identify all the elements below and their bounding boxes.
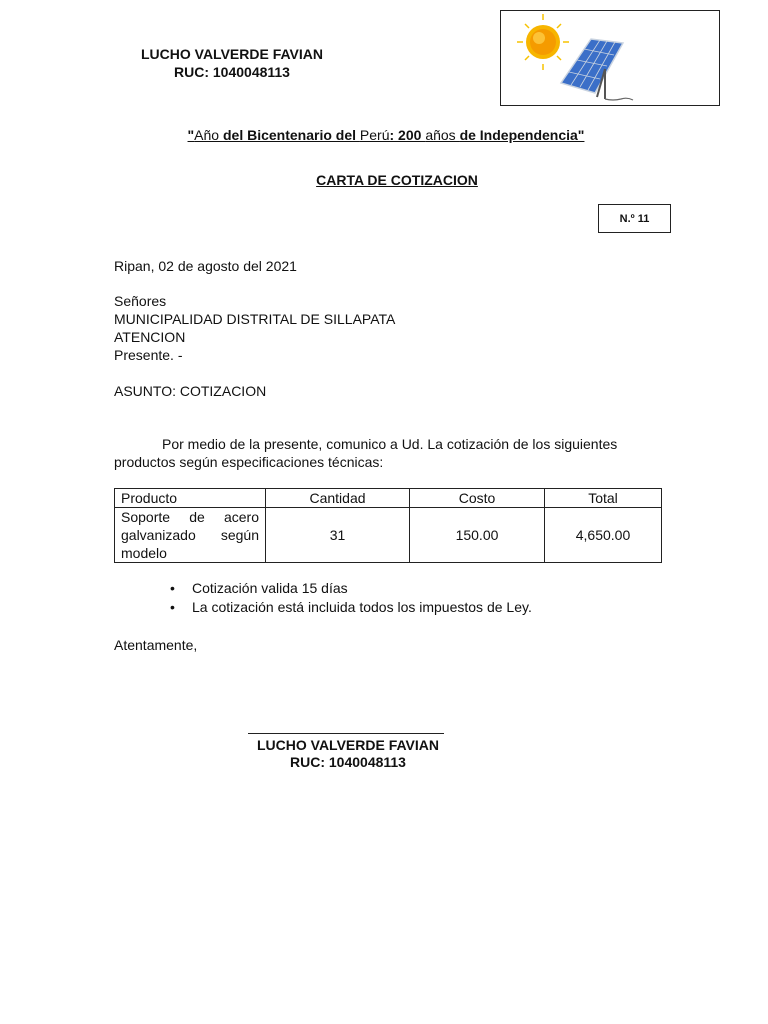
motto-part: Año bbox=[194, 127, 223, 143]
recipient-organization: MUNICIPALIDAD DISTRITAL DE SILLAPATA bbox=[114, 311, 396, 327]
recipient-presente: Presente. - bbox=[114, 347, 183, 363]
list-item bbox=[170, 579, 532, 598]
intro-paragraph bbox=[114, 435, 662, 471]
cell-cantidad: 31 bbox=[266, 508, 410, 563]
document-number: N.º 11 bbox=[598, 204, 671, 233]
list-item bbox=[170, 598, 532, 617]
bullet-icon: • bbox=[170, 599, 175, 615]
motto-part: de Independencia" bbox=[459, 127, 585, 143]
table-header-row bbox=[115, 489, 662, 508]
motto-part: : 200 bbox=[389, 127, 426, 143]
solar-logo bbox=[501, 11, 719, 105]
cell-costo: 150.00 bbox=[410, 508, 545, 563]
signature-line bbox=[248, 733, 444, 734]
header-costo: Costo bbox=[410, 489, 545, 508]
signature-ruc: RUC: 1040048113 bbox=[290, 754, 406, 770]
quotation-table bbox=[114, 488, 662, 563]
note-text: Cotización valida 15 días bbox=[192, 580, 348, 596]
cell-producto: Soporte de acero galvanizado según modelo bbox=[115, 508, 266, 563]
sender-name: LUCHO VALVERDE FAVIAN bbox=[140, 46, 323, 62]
signature-name: LUCHO VALVERDE FAVIAN bbox=[256, 737, 439, 753]
intro-text: Por medio de la presente, comunico a Ud. La cotización de los siguientes productos según especificaciones técnicas: bbox=[114, 436, 618, 470]
sun-icon bbox=[517, 14, 569, 70]
document-title: CARTA DE COTIZACION bbox=[316, 172, 478, 188]
motto-part: años bbox=[425, 127, 460, 143]
sender-ruc: RUC: 1040048113 bbox=[174, 64, 290, 80]
year-motto bbox=[0, 126, 768, 144]
bullet-icon: • bbox=[170, 580, 175, 596]
closing-line: Atentamente, bbox=[114, 637, 198, 653]
cell-total: 4,650.00 bbox=[545, 508, 662, 563]
motto-part: del Bicentenario del bbox=[222, 127, 360, 143]
logo-box bbox=[500, 10, 720, 106]
motto-quote: " bbox=[187, 127, 195, 143]
header-producto: Producto bbox=[115, 489, 266, 508]
header-total: Total bbox=[545, 489, 662, 508]
subject-line: ASUNTO: COTIZACION bbox=[114, 383, 267, 399]
table-row bbox=[115, 508, 662, 563]
note-text: La cotización está incluida todos los impuestos de Ley. bbox=[192, 599, 532, 615]
recipient-salutation: Señores bbox=[114, 293, 167, 309]
recipient-attention: ATENCION bbox=[114, 329, 186, 345]
motto-part: Perú bbox=[359, 127, 390, 143]
date-line: Ripan, 02 de agosto del 2021 bbox=[114, 258, 297, 274]
header-cantidad: Cantidad bbox=[266, 489, 410, 508]
solar-panel-icon bbox=[561, 39, 633, 100]
notes-list bbox=[114, 579, 532, 617]
